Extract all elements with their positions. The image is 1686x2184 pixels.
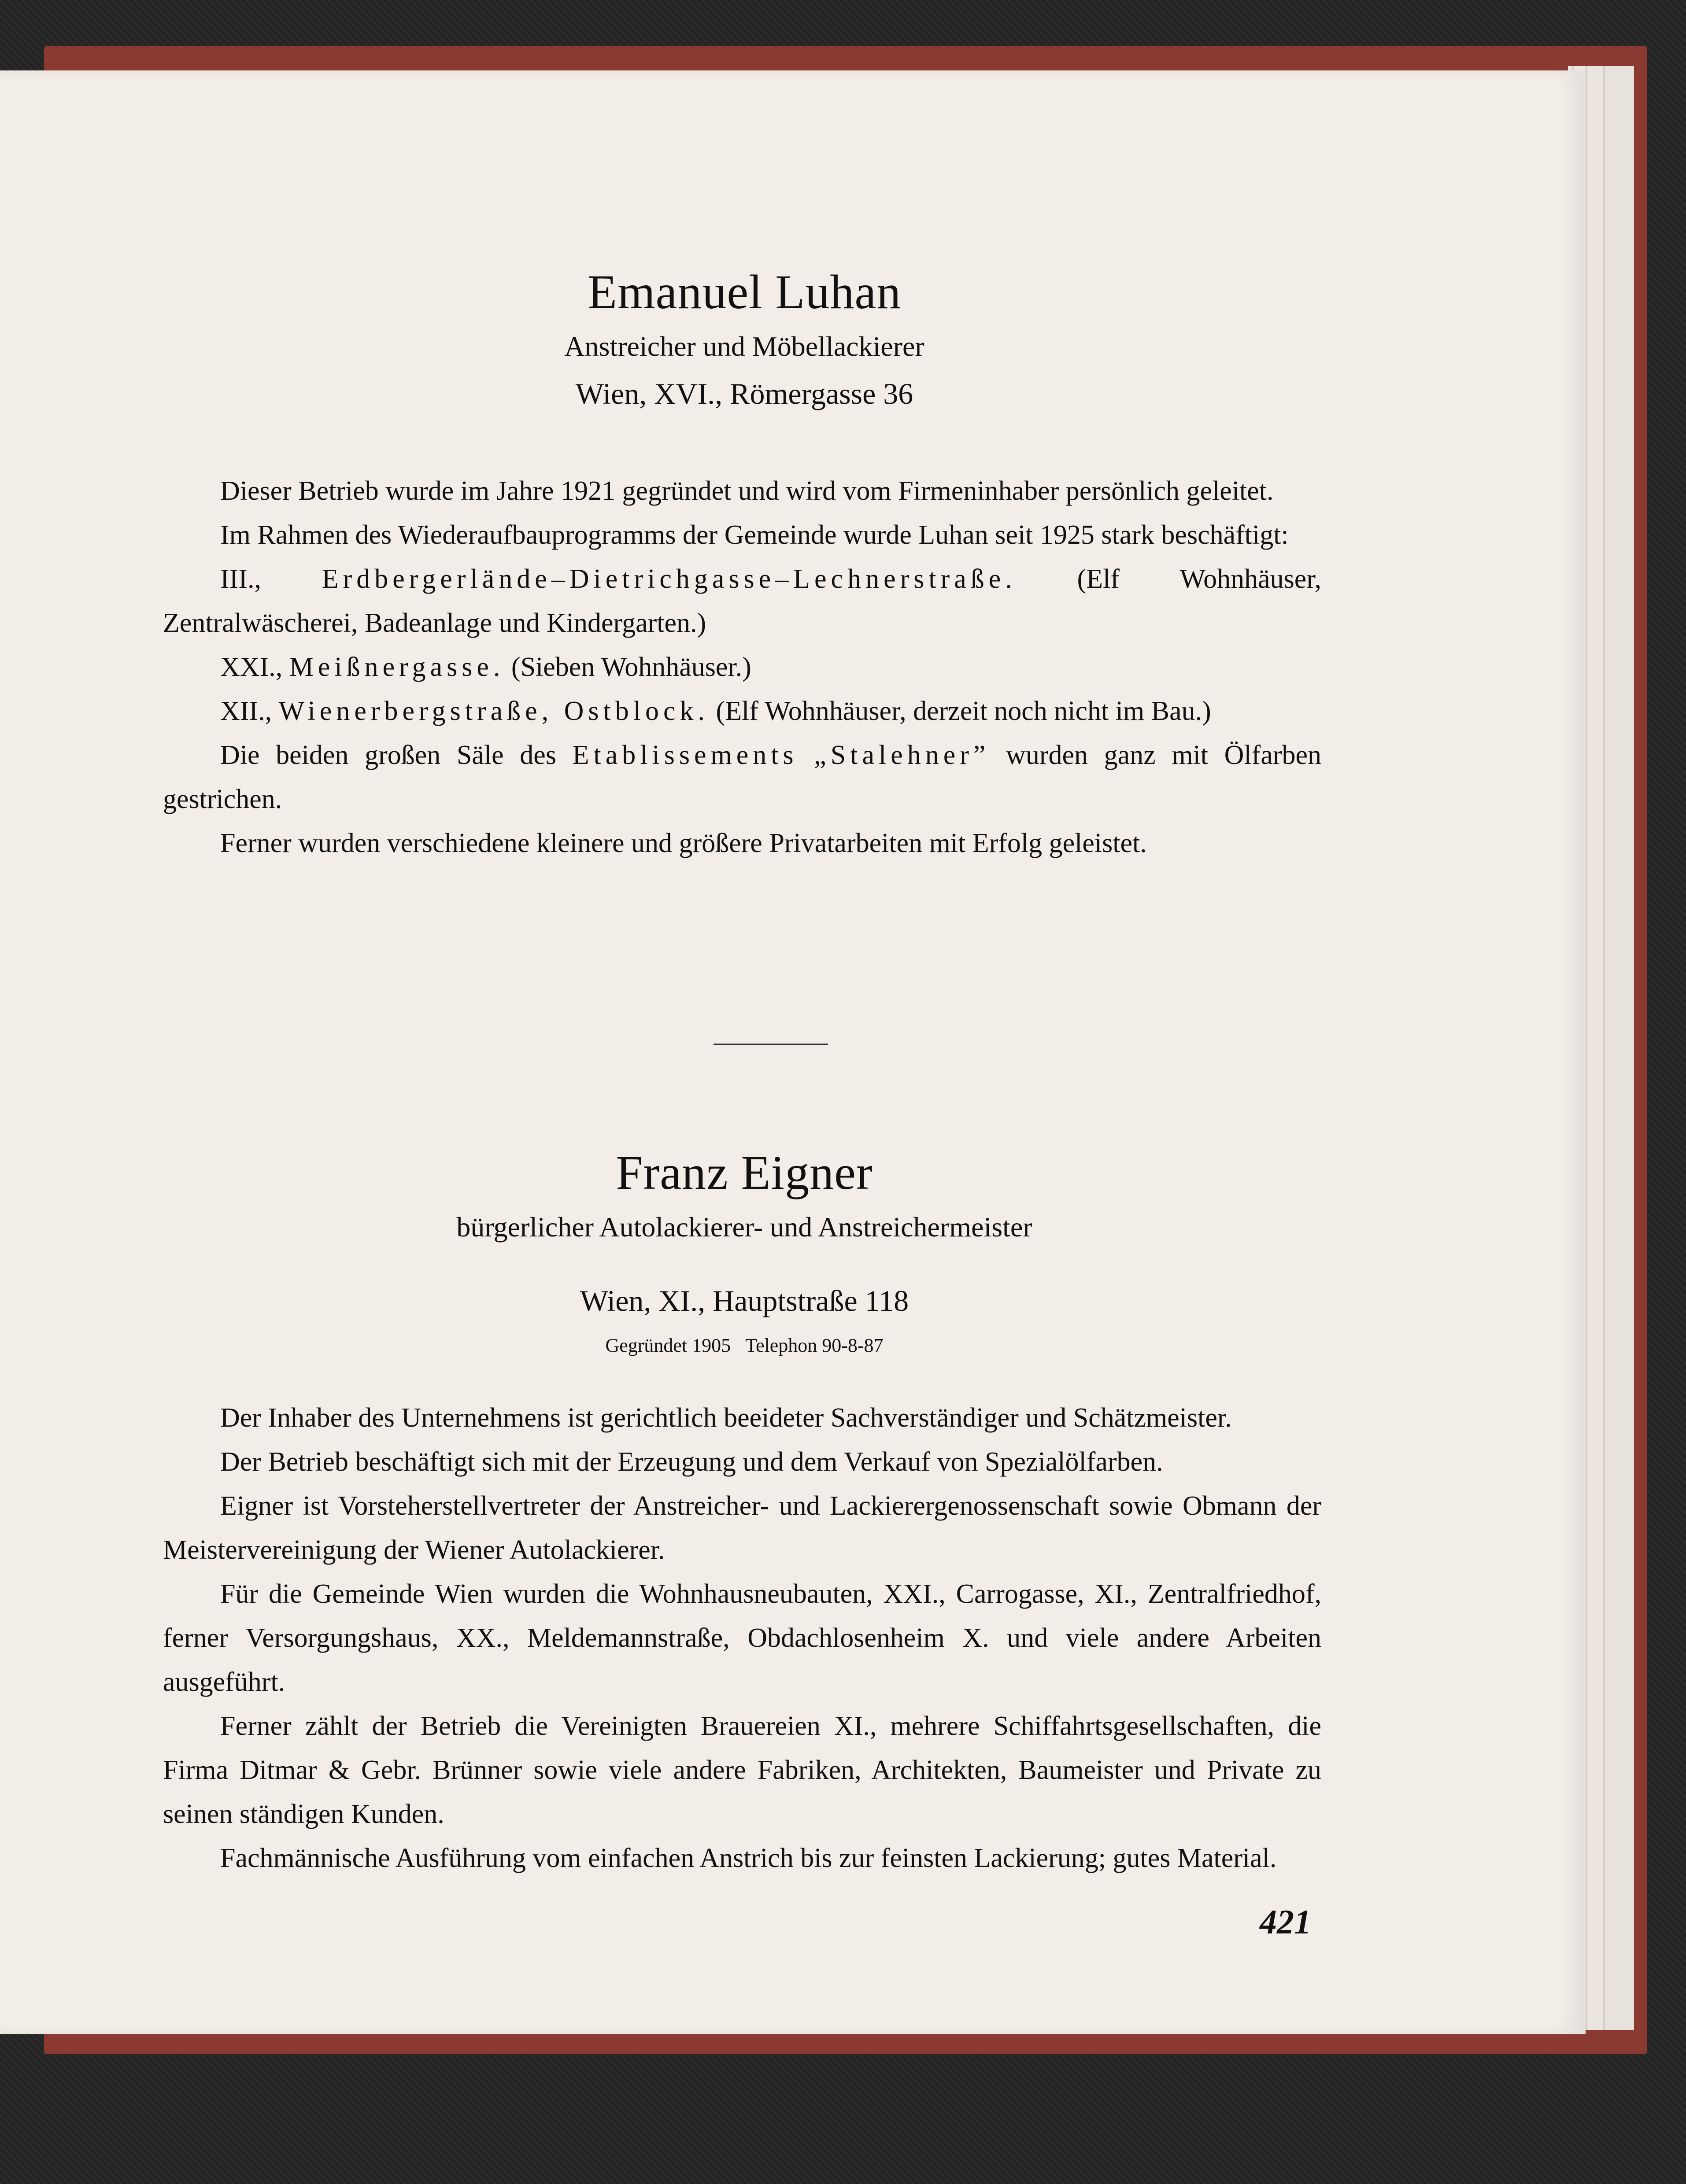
location-details: (Sieben Wohnhäuser.) — [504, 652, 751, 682]
section1-paragraph-3 — [163, 557, 1321, 645]
section-divider — [714, 1044, 828, 1045]
section1-paragraph-7: Ferner wurden verschiedene kleinere und größere Privatarbeiten mit Erfolg geleistet. — [220, 828, 1147, 858]
location-details: (Elf Wohnhäuser, derzeit noch nicht im Bau.) — [709, 696, 1211, 726]
location-details: (Elf Wohnhäuser, Zentralwäscherei, Badeanlage und Kindergarten.) — [163, 564, 1321, 638]
text-run — [798, 740, 814, 770]
text-run: wurden ganz mit Ölfarben gestrichen. — [163, 740, 1322, 814]
spaced-location: Wienerbergstraße, Ostblock. — [278, 696, 709, 726]
page-number: 421 — [1260, 1903, 1311, 1941]
phone-number: Telephon 90-8-87 — [745, 1335, 884, 1356]
section1-paragraph-6 — [163, 733, 1321, 821]
book-page — [0, 70, 1586, 2034]
spaced-location: Erdbergerlände–Dietrichgasse–Lechnerstraße. — [322, 564, 1017, 594]
text-run: Die beiden großen Säle des — [220, 740, 573, 770]
section2-paragraph-3: Eigner ist Vorsteherstellvertreter der Anstreicher- und Lackierergenossenschaft sowie Obmann der Meistervereinigung der Wiener Autolackierer. — [163, 1491, 1321, 1565]
section2-paragraph-5: Ferner zählt der Betrieb die Vereinigten Brauereien XI., mehrere Schiffahrtsgesellschaften, die Firma Ditmar & Gebr. Brünner sowie viele andere Fabriken, Architekten, Baumeister und Private zu seinen ständigen Kunden. — [163, 1711, 1321, 1829]
section2-subtitle: bürgerlicher Autolackierer- und Anstreichermeister — [456, 1211, 1032, 1243]
section1-paragraph-2: Im Rahmen des Wiederaufbauprogramms der Gemeinde wurde Luhan seit 1925 stark beschäftigt: — [220, 520, 1289, 550]
section2-paragraph-6: Fachmännische Ausführung vom einfachen Anstrich bis zur feinsten Lackierung; gutes Material. — [220, 1843, 1277, 1873]
section2-meta — [0, 1334, 1489, 1357]
page-content — [0, 70, 1586, 2034]
spaced-word: „Stalehner” — [814, 740, 990, 770]
spaced-word: Etablissements — [572, 740, 798, 770]
founded-year: Gegründet 1905 — [605, 1335, 731, 1356]
section2-address: Wien, XI., Hauptstraße 118 — [580, 1284, 909, 1317]
section2-paragraph-4: Für die Gemeinde Wien wurden die Wohnhausneubauten, XXI., Carrogasse, XI., Zentralfriedhof, ferner Versorgungshaus, XX., Meldemannstraße, Obdachlosenheim X. und viele andere Arbeiten ausgeführt. — [163, 1579, 1321, 1697]
spaced-location: Meißnergasse. — [289, 652, 505, 682]
section2-paragraph-1: Der Inhaber des Unternehmens ist gerichtlich beeideter Sachverständiger und Schätzmeister. — [220, 1403, 1232, 1433]
district-label: III., — [220, 564, 322, 594]
section2-paragraph-2: Der Betrieb beschäftigt sich mit der Erzeugung und dem Verkauf von Spezialölfarben. — [220, 1447, 1163, 1477]
section1-address: Wien, XVI., Römergasse 36 — [575, 377, 913, 410]
district-label: XXI., — [220, 652, 289, 682]
section1-subtitle: Anstreicher und Möbellackierer — [564, 331, 924, 362]
section1-paragraph-5 — [163, 689, 1321, 733]
section1-paragraph-4 — [163, 645, 1321, 689]
section2-title: Franz Eigner — [616, 1146, 873, 1199]
section2-body — [163, 1396, 1321, 1880]
section1-title: Emanuel Luhan — [587, 265, 902, 319]
section1-paragraph-1: Dieser Betrieb wurde im Jahre 1921 gegründet und wird vom Firmeninhaber persönlich geleitet. — [220, 476, 1274, 506]
section1-body — [163, 469, 1321, 865]
district-label: XII., — [220, 696, 279, 726]
